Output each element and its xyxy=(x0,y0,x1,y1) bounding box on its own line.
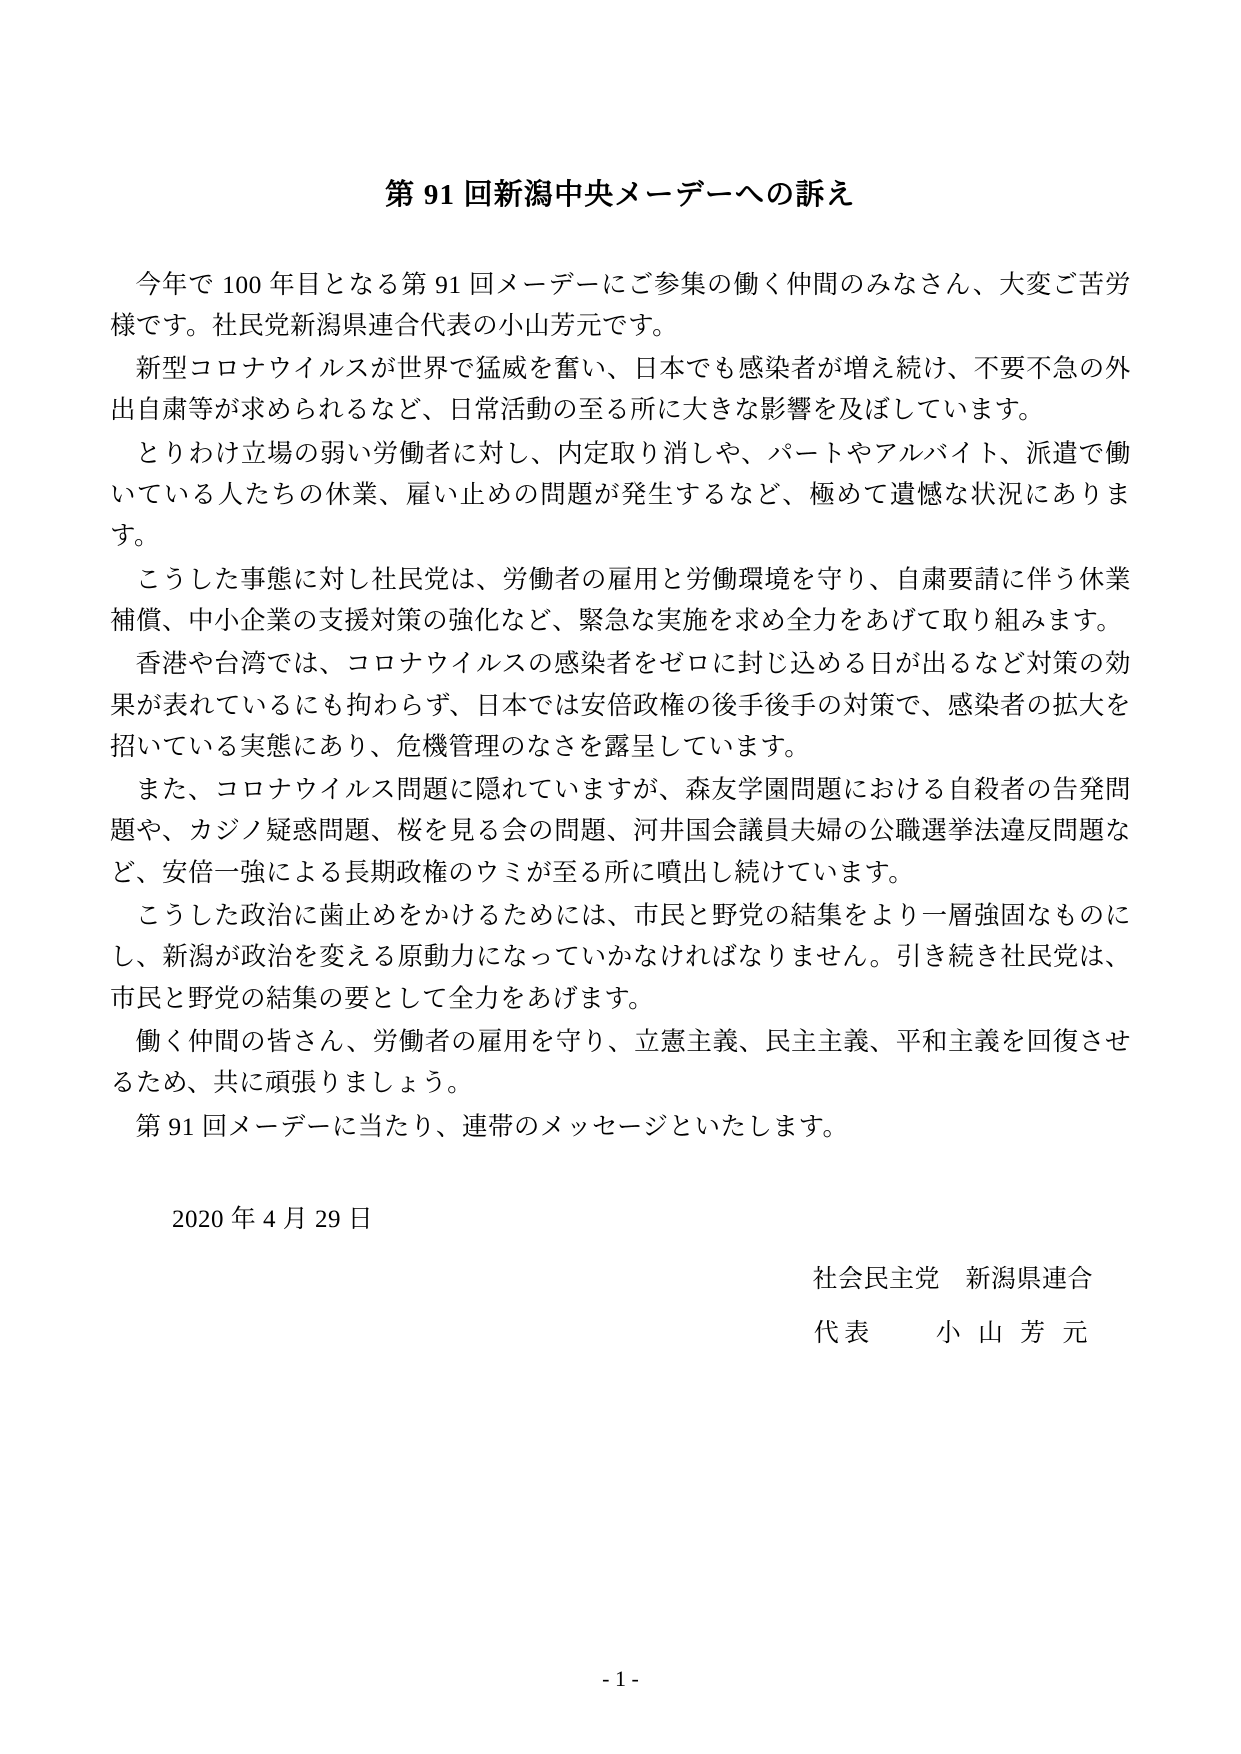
document-date: 2020 年 4 月 29 日 xyxy=(172,1205,374,1233)
paragraph: 香港や台湾では、コロナウイルスの感染者をゼロに封じ込める日が出るなど対策の効果が表れているにも拘わらず、日本では安倍政権の後手後手の対策で、感染者の拡大を招いている実態にあり、危機管理のなさを露呈しています。 xyxy=(110,649,1131,761)
document-body xyxy=(110,264,1131,1147)
paragraph: 今年で 100 年目となる第 91 回メーデーにご参集の働く仲間のみなさん、大変ご苦労様です。社民党新潟県連合代表の小山芳元です。 xyxy=(110,269,1131,340)
paragraph: とりわけ立場の弱い労働者に対し、内定取り消しや、パートやアルバイト、派遣で働いている人たちの休業、雇い止めの問題が発生するなど、極めて遺憾な状況にあります。 xyxy=(110,438,1131,551)
paragraph: 第 91 回メーデーに当たり、連帯のメッセージといたします。 xyxy=(135,1111,849,1141)
page-number: - 1 - xyxy=(602,1666,639,1691)
signature-organization: 社会民主党 新潟県連合 xyxy=(812,1265,1093,1293)
signature-representative: 代表 小 山 芳 元 xyxy=(813,1319,1093,1347)
paragraph: 新型コロナウイルスが世界で猛威を奮い、日本でも感染者が増え続け、不要不急の外出自粛等が求められるなど、日常活動の至る所に大きな影響を及ぼしています。 xyxy=(110,354,1131,425)
paragraph: こうした政治に歯止めをかけるためには、市民と野党の結集をより一層強固なものにし、新潟が政治を変える原動力になっていかなければなりません。引き続き社民党は、市民と野党の結集の要として全力をあげます。 xyxy=(110,901,1131,1013)
paragraph: また、コロナウイルス問題に隠れていますが、森友学園問題における自殺者の告発問題や、カジノ疑惑問題、桜を見る会の問題、河井国会議員夫婦の公職選挙法違反問題など、安倍一強による長期政権のウミが至る所に噴出し続けています。 xyxy=(110,775,1131,887)
paragraph: 働く仲間の皆さん、労働者の雇用を守り、立憲主義、民主主義、平和主義を回復させるため、共に頑張りましょう。 xyxy=(110,1026,1131,1098)
signature-block xyxy=(110,1259,1131,1349)
page-title: 第 91 回新潟中央メーデーへの訴え xyxy=(385,179,856,211)
paragraph: こうした事態に対し社民党は、労働者の雇用と労働環境を守り、自粛要請に伴う休業補償、中小企業の支援対策の強化など、緊急な実施を求め全力をあげて取り組みます。 xyxy=(110,564,1131,635)
